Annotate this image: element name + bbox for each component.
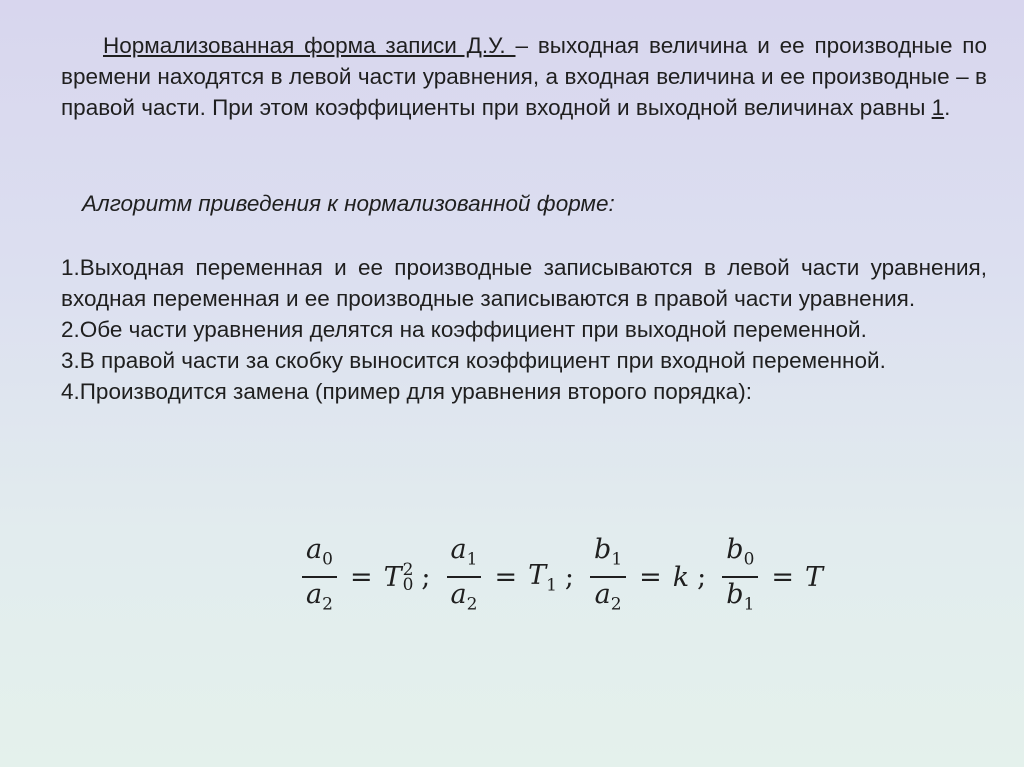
fraction-numerator: $b_1$ <box>594 534 623 570</box>
definition-value: 1 <box>931 95 945 120</box>
fraction-denominator: $a_2$ <box>306 579 333 615</box>
fraction-b1-a2 <box>590 533 626 622</box>
algorithm-steps <box>61 252 987 407</box>
fraction-denominator: $a_2$ <box>594 579 622 615</box>
definition-text: – выходная величина и ее производные по времени находятся в левой части уравнения, а входная величина и ее производные – в правой части. При этом коэффициенты при входной и выходной величинах равны <box>61 33 988 120</box>
separator: ; <box>421 561 431 593</box>
separator: ; <box>564 561 575 593</box>
fraction-denominator: $a_2$ <box>450 579 478 615</box>
definition-paragraph <box>61 30 987 123</box>
substitution-formula <box>300 533 823 622</box>
fraction-a1-a2 <box>447 533 482 622</box>
result-t0-squared: T 2 0 <box>383 560 414 596</box>
result-t: T <box>805 561 824 593</box>
step-1: 1.Выходная переменная и ее производные записываются в левой части уравнения, входная переменная и ее производные записываются в правой части уравнения. <box>61 255 987 311</box>
definition-term: Нормализованная форма записи Д.У. <box>103 33 516 58</box>
fraction-denominator: $b_1$ <box>726 579 755 615</box>
fraction-numerator: $a_1$ <box>450 534 478 570</box>
result-k: k <box>672 561 690 593</box>
step-4: 4.Производится замена (пример для уравнения второго порядка): <box>61 379 752 404</box>
fraction-a0-a2 <box>302 533 337 622</box>
fraction-numerator: $b_0$ <box>726 534 755 570</box>
result-t1: $T_1$ <box>528 559 557 596</box>
equals-sign: = <box>349 561 373 593</box>
equals-sign: = <box>639 561 662 593</box>
fraction-numerator: $a_0$ <box>306 534 333 570</box>
algorithm-title: Алгоритм приведения к нормализованной форме: <box>82 191 615 216</box>
separator: ; <box>697 561 707 593</box>
step-3: 3.В правой части за скобку выносится коэффициент при входной переменной. <box>61 348 886 373</box>
equals-sign: = <box>494 561 518 593</box>
fraction-b0-b1 <box>722 533 758 622</box>
definition-end: . <box>944 95 951 120</box>
equals-sign: = <box>771 561 795 593</box>
step-2: 2.Обе части уравнения делятся на коэффициент при выходной переменной. <box>61 317 867 342</box>
